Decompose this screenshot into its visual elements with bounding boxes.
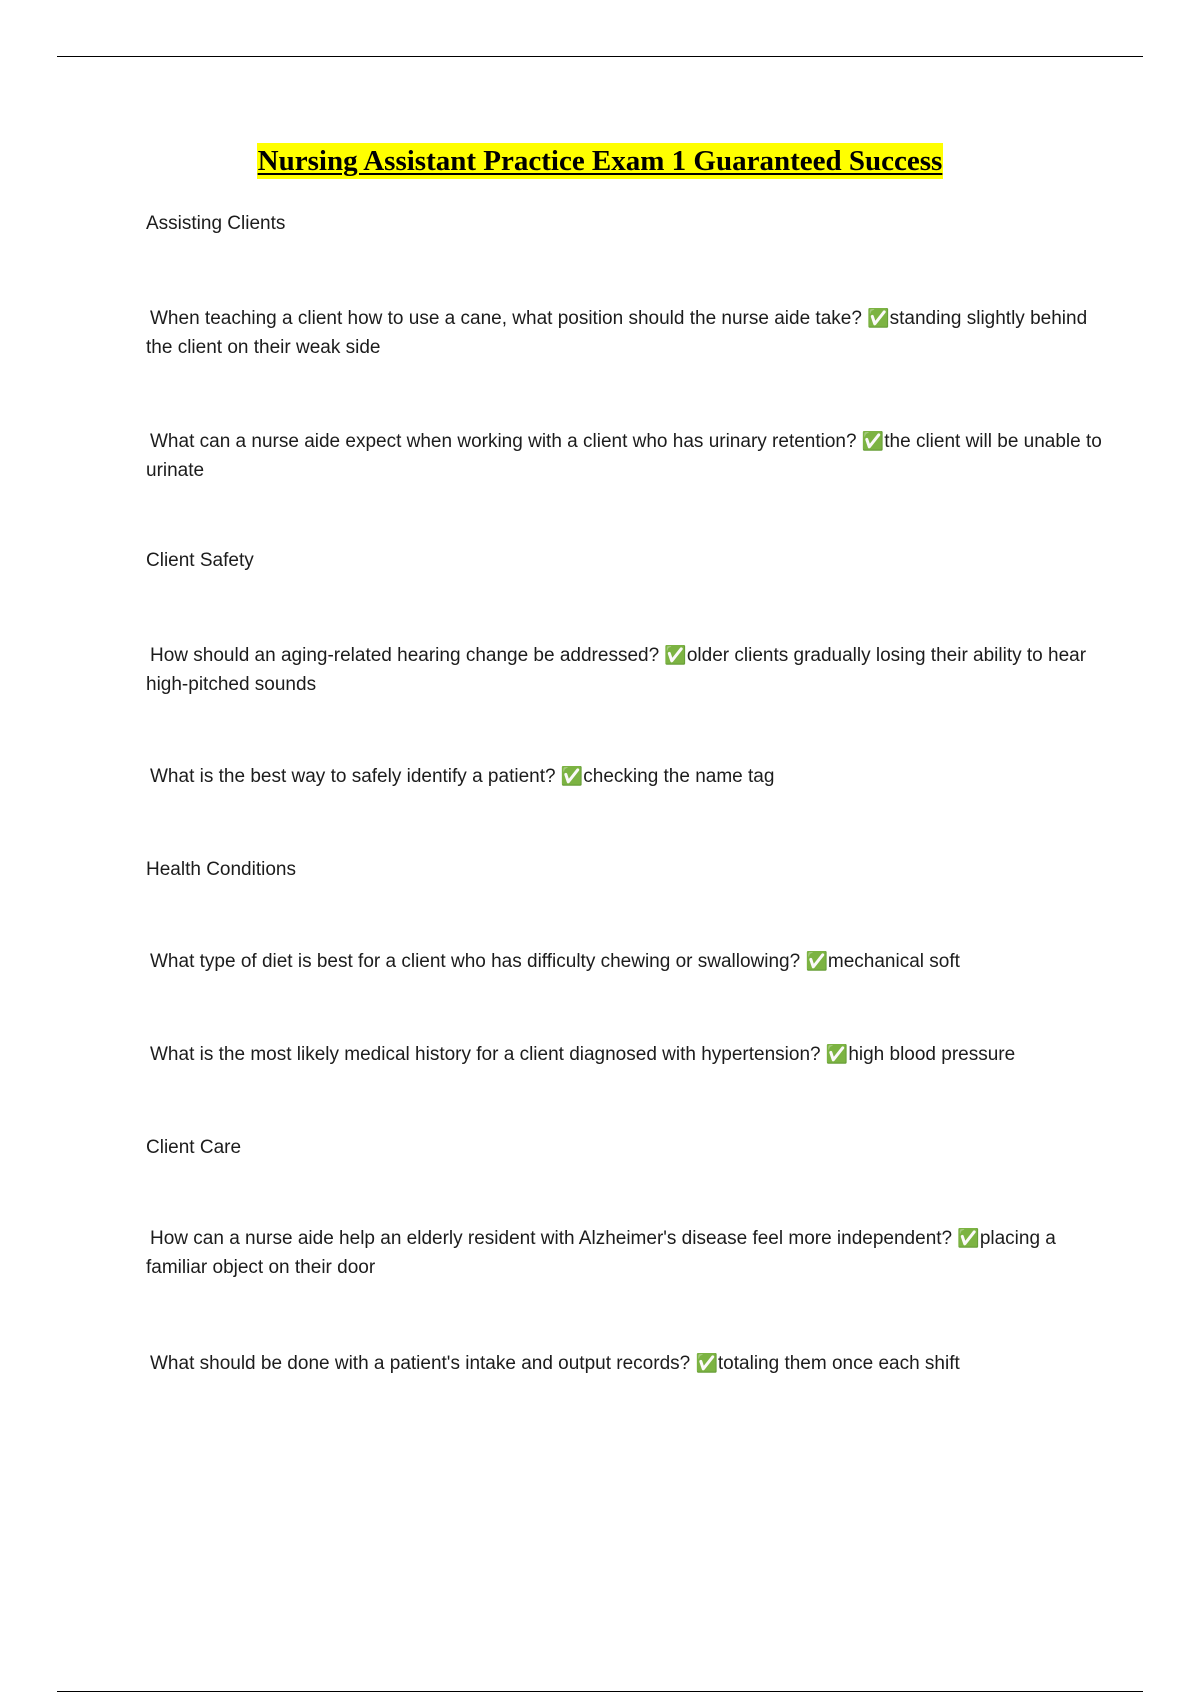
answer-text: the client will be unable to urinate (146, 431, 1102, 481)
question-text: What is the most likely medical history for a client diagnosed with hypertension? (150, 1044, 821, 1065)
qa-item (146, 304, 1106, 362)
question-text: How can a nurse aide help an elderly resident with Alzheimer's disease feel more independent? (150, 1228, 953, 1249)
qa-item (146, 947, 1106, 976)
answer-text: checking the name tag (583, 766, 775, 787)
section-heading-health-conditions: Health Conditions (146, 859, 296, 880)
check-icon: ✅ (867, 308, 890, 329)
check-icon: ✅ (664, 645, 687, 666)
question-text: What is the best way to safely identify a patient? (150, 766, 556, 787)
question-text: How should an aging-related hearing change be addressed? (150, 645, 660, 666)
question-text: What should be done with a patient's intake and output records? (150, 1353, 691, 1374)
section-heading-client-care: Client Care (146, 1137, 242, 1158)
document-title: Nursing Assistant Practice Exam 1 Guaranteed Success (257, 145, 943, 177)
qa-item (146, 762, 1106, 791)
check-icon: ✅ (825, 1044, 849, 1065)
question-text: What type of diet is best for a client who has difficulty chewing or swallowing? (150, 951, 801, 972)
title-container (0, 143, 1200, 179)
qa-item (146, 1349, 1106, 1378)
section-heading-assisting-clients: Assisting Clients (146, 213, 286, 234)
answer-text: older clients gradually losing their ability to hear high-pitched sounds (146, 645, 1087, 695)
qa-item (146, 1040, 1106, 1069)
answer-text: totaling them once each shift (717, 1353, 960, 1374)
check-icon: ✅ (861, 431, 885, 452)
section-heading-client-safety: Client Safety (146, 550, 254, 571)
qa-item (146, 1224, 1106, 1282)
answer-text: standing slightly behind the client on their weak side (146, 308, 1088, 358)
check-icon: ✅ (560, 766, 584, 787)
footer-rule (57, 1691, 1143, 1692)
question-text: What can a nurse aide expect when working with a client who has urinary retention? (150, 431, 857, 452)
answer-text: high blood pressure (848, 1044, 1016, 1065)
header-rule (57, 56, 1143, 57)
answer-text: mechanical soft (827, 951, 960, 972)
qa-item (146, 427, 1106, 485)
check-icon: ✅ (805, 951, 828, 972)
answer-text: placing a familiar object on their door (146, 1228, 1056, 1278)
check-icon: ✅ (695, 1353, 718, 1374)
question-text: When teaching a client how to use a cane, what position should the nurse aide take? (150, 308, 862, 329)
check-icon: ✅ (957, 1228, 980, 1249)
qa-item (146, 641, 1106, 699)
